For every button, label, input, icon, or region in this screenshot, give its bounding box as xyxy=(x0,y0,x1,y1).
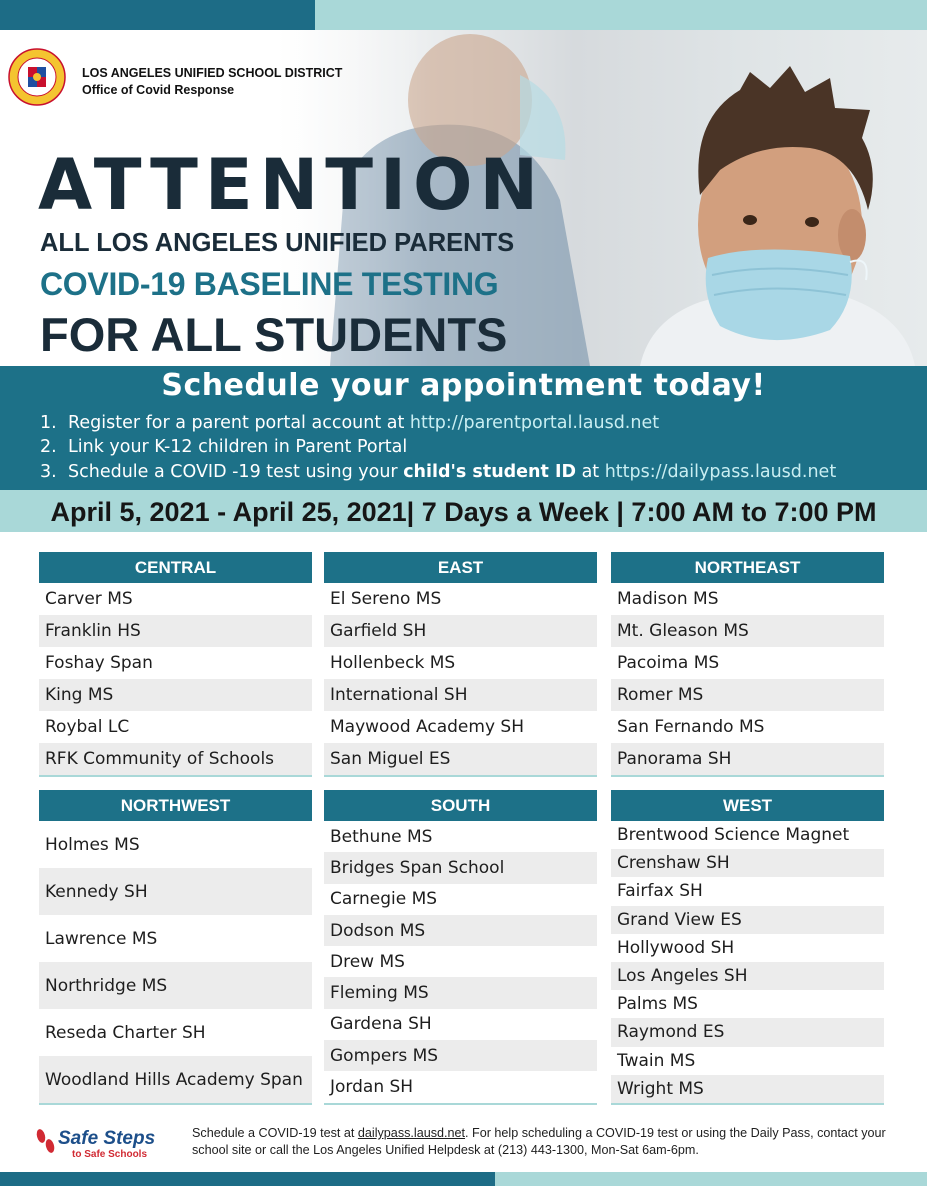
region-west xyxy=(611,790,884,1105)
dailypass-link[interactable]: https://dailypass.lausd.net xyxy=(604,462,837,482)
school-item: Wright MS xyxy=(611,1075,884,1103)
region-divider xyxy=(324,775,597,777)
schedule-title: Schedule your appointment today! xyxy=(161,368,766,403)
school-item: Lawrence MS xyxy=(45,928,158,949)
region-header: NORTHWEST xyxy=(39,790,312,821)
school-item: Hollenbeck MS xyxy=(330,653,456,673)
region-south xyxy=(324,790,597,1105)
school-item: Gompers MS xyxy=(324,1040,597,1071)
step-number: 2. xyxy=(40,437,57,457)
region-divider xyxy=(611,775,884,777)
footer-dailypass-link[interactable]: dailypass.lausd.net xyxy=(357,1126,466,1140)
region-east xyxy=(324,552,597,777)
step-number: 1. xyxy=(40,413,57,433)
step-text: at xyxy=(576,462,605,482)
step-3 xyxy=(40,462,836,482)
step-1 xyxy=(40,413,659,433)
school-item: Gardena SH xyxy=(330,1014,432,1035)
region-northeast xyxy=(611,552,884,777)
headline-attention: ATTENTION xyxy=(38,144,546,226)
school-item: Hollywood SH xyxy=(617,937,735,958)
region-header: WEST xyxy=(611,790,884,821)
school-item: San Miguel ES xyxy=(324,743,597,775)
school-item: King MS xyxy=(39,679,312,711)
region-header: CENTRAL xyxy=(39,552,312,583)
school-item: Brentwood Science Magnet xyxy=(617,825,850,846)
step-text: Register for a parent portal account at xyxy=(68,413,410,433)
region-header: EAST xyxy=(324,552,597,583)
school-item: Grand View ES xyxy=(611,906,884,934)
logo-subtitle: to Safe Schools xyxy=(72,1149,148,1160)
step-number: 3. xyxy=(40,462,57,482)
headline-baseline-testing: COVID-19 BASELINE TESTING xyxy=(40,266,499,302)
parent-portal-link[interactable]: http://parentportal.lausd.net xyxy=(409,413,660,433)
region-divider xyxy=(611,1103,884,1105)
office-name: Office of Covid Response xyxy=(82,83,235,97)
headline-for-all-students: FOR ALL STUDENTS xyxy=(40,308,508,361)
school-item: Romer MS xyxy=(611,679,884,711)
school-item: Panorama SH xyxy=(611,743,884,775)
school-item: Mt. Gleason MS xyxy=(611,615,884,647)
region-central xyxy=(39,552,312,777)
footer-help-text xyxy=(192,1125,897,1159)
school-item: RFK Community of Schools xyxy=(39,743,312,775)
school-item: Dodson MS xyxy=(324,915,597,946)
footer-text-pre: Schedule a COVID-19 test at xyxy=(192,1126,358,1140)
step-text: Link your K-12 children in Parent Portal xyxy=(68,437,408,457)
school-item: Holmes MS xyxy=(45,834,140,855)
school-item: Drew MS xyxy=(330,951,405,972)
school-item: Carnegie MS xyxy=(330,889,438,910)
safe-steps-logo xyxy=(35,1124,185,1164)
region-header: SOUTH xyxy=(324,790,597,821)
footer-text-post: . For help scheduling a COVID-19 test or using the Daily Pass, contact your school site or call the Los Angeles Unified Helpdesk at (213) 443-1300, Mon-Sat 6am-6pm. xyxy=(192,1126,886,1157)
school-item: Bridges Span School xyxy=(324,852,597,883)
step-2 xyxy=(40,437,407,457)
region-divider xyxy=(39,775,312,777)
school-item: Franklin HS xyxy=(39,615,312,647)
school-item: Garfield SH xyxy=(324,615,597,647)
region-divider xyxy=(39,1103,312,1105)
school-item: Pacoima MS xyxy=(617,653,720,673)
district-name: LOS ANGELES UNIFIED SCHOOL DISTRICT xyxy=(82,66,343,80)
district-seal-logo xyxy=(8,48,66,106)
school-item: El Sereno MS xyxy=(330,589,442,609)
school-item: Bethune MS xyxy=(330,826,433,847)
step-text: Schedule a COVID -19 test using your xyxy=(68,462,404,482)
school-item: Roybal LC xyxy=(45,717,130,737)
school-item: Woodland Hills Academy Span xyxy=(39,1056,312,1103)
school-item: Twain MS xyxy=(617,1050,696,1071)
school-item: Raymond ES xyxy=(611,1018,884,1046)
school-item: Foshay Span xyxy=(45,653,153,673)
school-item: International SH xyxy=(324,679,597,711)
school-item: Fairfax SH xyxy=(617,881,703,902)
school-item: Carver MS xyxy=(45,589,133,609)
region-northwest xyxy=(39,790,312,1105)
school-item: Reseda Charter SH xyxy=(45,1022,206,1043)
school-item: Crenshaw SH xyxy=(611,849,884,877)
school-item: Los Angeles SH xyxy=(611,962,884,990)
school-item: Kennedy SH xyxy=(39,868,312,915)
region-header: NORTHEAST xyxy=(611,552,884,583)
top-accent-bar-light xyxy=(315,0,927,30)
logo-title: Safe Steps xyxy=(58,1128,156,1149)
bottom-accent-bar-dark xyxy=(0,1172,495,1186)
school-item: Madison MS xyxy=(617,589,719,609)
testing-dates: April 5, 2021 - April 25, 2021| 7 Days a Week | 7:00 AM to 7:00 PM xyxy=(50,497,877,527)
top-accent-bar-dark xyxy=(0,0,315,30)
school-item: San Fernando MS xyxy=(617,717,765,737)
bottom-accent-bar-light xyxy=(495,1172,927,1186)
school-item: Jordan SH xyxy=(330,1077,414,1098)
school-item: Fleming MS xyxy=(324,977,597,1008)
region-divider xyxy=(324,1103,597,1105)
step-bold-text: child's student ID xyxy=(403,462,576,482)
school-item: Maywood Academy SH xyxy=(330,717,524,737)
headline-parents: ALL LOS ANGELES UNIFIED PARENTS xyxy=(40,229,515,257)
school-item: Palms MS xyxy=(617,994,698,1015)
school-item: Northridge MS xyxy=(39,962,312,1009)
